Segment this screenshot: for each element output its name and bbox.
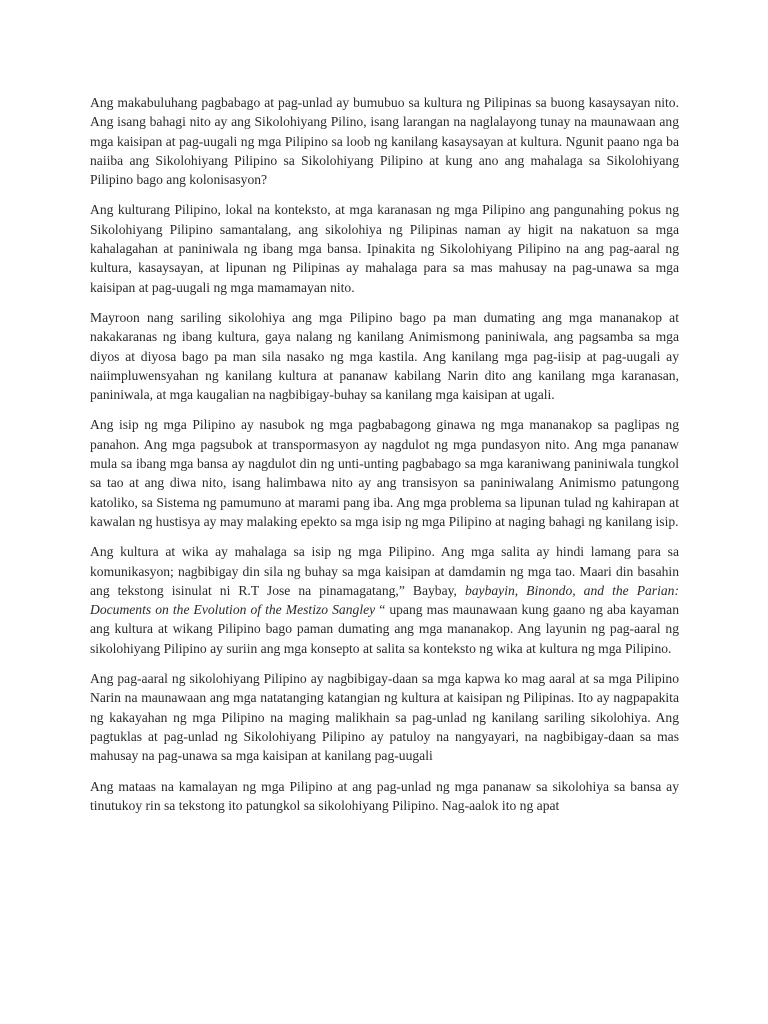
paragraph-5 [90, 542, 679, 658]
paragraph-4: Ang isip ng mga Pilipino ay nasubok ng mga pagbabagong ginawa ng mga mananakop sa paglipas ng panahon. Ang mga pagsubok at transpormasyon ay nagdulot ng mga pundasyon nito. Ang mga pananaw mula sa ibang mga bansa ay nagdulot din ng unti-unting pagbabago sa mga karaniwang paniniwala tungkol sa tao at ang diwa nito, isang halimbawa nito ay ang transisyon sa paniniwalang Animismo patungong katoliko, sa Sistema ng pamumuno at marami pang iba. Ang mga problema sa lipunan tulad ng kahirapan at kawalan ng hustisya ay may malaking epekto sa mga isip ng mga Pilipino at naging bahagi ng kanilang isip. [90, 417, 679, 529]
paragraph-1: Ang makabuluhang pagbabago at pag-unlad ay bumubuo sa kultura ng Pilipinas sa buong kasaysayan nito. Ang isang bahagi nito ay ang Sikolohiyang Pilino, isang larangan na naglalayong tunay na maunawaan ang mga kaisipan at pag-uugali ng mga Pilipino sa loob ng kanilang kasaysayan at kultura. Ngunit paano nga ba naiiba ang Sikolohiyang Pilipino sa Sikolohiyang Pilipino at kung ano ang mahalaga sa Sikolohiyang Pilipino bago ang kolonisasyon? [90, 95, 679, 188]
paragraph-5-text-after: “ upang mas maunawaan kung gaano ng aba kayaman ang kultura at wikang Pilipino bago paman dumating ang mga mananakop. Ang layunin ng pag-aaral ng sikolohiyang Pilipino ay suriin ang mga konsepto at salita sa konteksto ng wika at kultura ng mga Pilipino. [90, 602, 679, 656]
paragraph-5-text-before: Ang kultura at wika ay mahalaga sa isip ng mga Pilipino. Ang mga salita ay hindi lamang para sa komunikasyon; nagbibigay din sila ng buhay sa mga kaisipan at damdamin ng mga tao. Maari din basahin ang tekstong isinulat ni R.T Jose na pinamagatang,” Baybay, [90, 544, 679, 598]
paragraph-6: Ang pag-aaral ng sikolohiyang Pilipino ay nagbibigay-daan sa mga kapwa ko mag aaral at sa mga Pilipino Narin na maunawaan ang mga natatanging katangian ng kultura at kaisipan ng Pilipinas. Ito ay nagpapakita ng kakayahan ng mga Pilipino na maging malikhain sa pag-unlad ng kanilang sariling sikolohiya. Ang pagtuklas at pag-unlad ng Sikolohiyang Pilipino ay patuloy na nangyayari, na nagbibigay-daan sa mas mahusay na pag-unawa sa mga kaisipan at kanilang pag-uugali [90, 671, 679, 764]
paragraph-5-italic-title: baybayin, Binondo, and the Parian: Documents on the Evolution of the Mestizo Sangley [90, 582, 679, 618]
paragraph-2: Ang kulturang Pilipino, lokal na konteksto, at mga karanasan ng mga Pilipino ang pangunahing pokus ng Sikolohiyang Pilipino samantalang, ang sikolohiya ng Pilipinas naman ay higit na nakatuon sa mga kahalagahan at paniniwala ng ibang mga bansa. Ipinakita ng Sikolohiyang Pilipino na ang pag-aaral ng kultura, kasaysayan, at lipunan ng Pilipinas ay mahalaga para sa mas mahusay na pag-unawa sa mga kaisipan at pag-uugali ng mga mamamayan nito. [90, 202, 679, 295]
paragraph-3: Mayroon nang sariling sikolohiya ang mga Pilipino bago pa man dumating ang mga mananakop at nakakaranas ng ibang kultura, gaya nalang ng kanilang Animismong paniniwala, ang pagsamba sa mga diyos at diyosa bago pa man sila nasako ng mga kastila. Ang kanilang mga pag-iisip at pag-uugali ay naiimpluwensyahan ng kanilang kultura at pananaw kabilang Narin dito ang kanilang mga karanasan, paniniwala, at mga kaugalian na nagbibigay-buhay sa kanilang mga kaisipan at ugali. [90, 309, 679, 403]
paragraph-7: Ang mataas na kamalayan ng mga Pilipino at ang pag-unlad ng mga pananaw sa sikolohiya sa bansa ay tinutukoy rin sa tekstong ito patungkol sa sikolohiyang Pilipino. Nag-aalok ito ng apat [90, 778, 679, 813]
document-page [90, 93, 679, 826]
